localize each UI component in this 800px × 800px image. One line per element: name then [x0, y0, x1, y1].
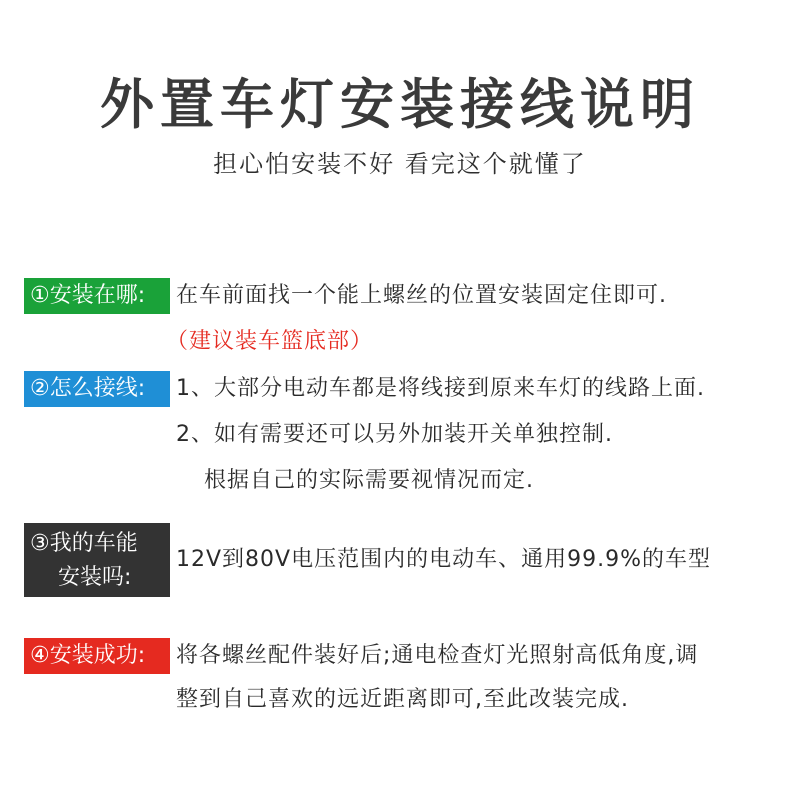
- section-4-label: ④安装成功:: [24, 638, 170, 674]
- section-1-note: （建议装车篮底部）: [166, 329, 374, 354]
- section-1-line-1: 在车前面找一个能上螺丝的位置安装固定住即可.: [176, 283, 667, 308]
- section-4-line-1: 将各螺丝配件装好后;通电检查灯光照射高低角度,调: [176, 643, 699, 668]
- section-3-label: [24, 523, 170, 597]
- section-3-line-1: 12V到80V电压范围内的电动车、通用99.9%的车型: [176, 547, 711, 572]
- section-2-line-1: 1、大部分电动车都是将线接到原来车灯的线路上面.: [176, 376, 705, 401]
- page-subtitle: 担心怕安装不好 看完这个就懂了: [213, 150, 587, 178]
- section-2-line-3: 根据自己的实际需要视情况而定.: [204, 468, 534, 493]
- section-3-label-line-1: ③我的车能: [30, 531, 138, 556]
- section-2-label: ②怎么接线:: [24, 371, 170, 407]
- page-title: 外置车灯安装接线说明: [100, 73, 700, 136]
- section-3-label-line-2: 安装吗:: [58, 565, 132, 590]
- section-4-line-2: 整到自己喜欢的远近距离即可,至此改装完成.: [176, 687, 629, 712]
- section-2-line-2: 2、如有需要还可以另外加装开关单独控制.: [176, 422, 613, 447]
- section-1-label: ①安装在哪:: [24, 278, 170, 314]
